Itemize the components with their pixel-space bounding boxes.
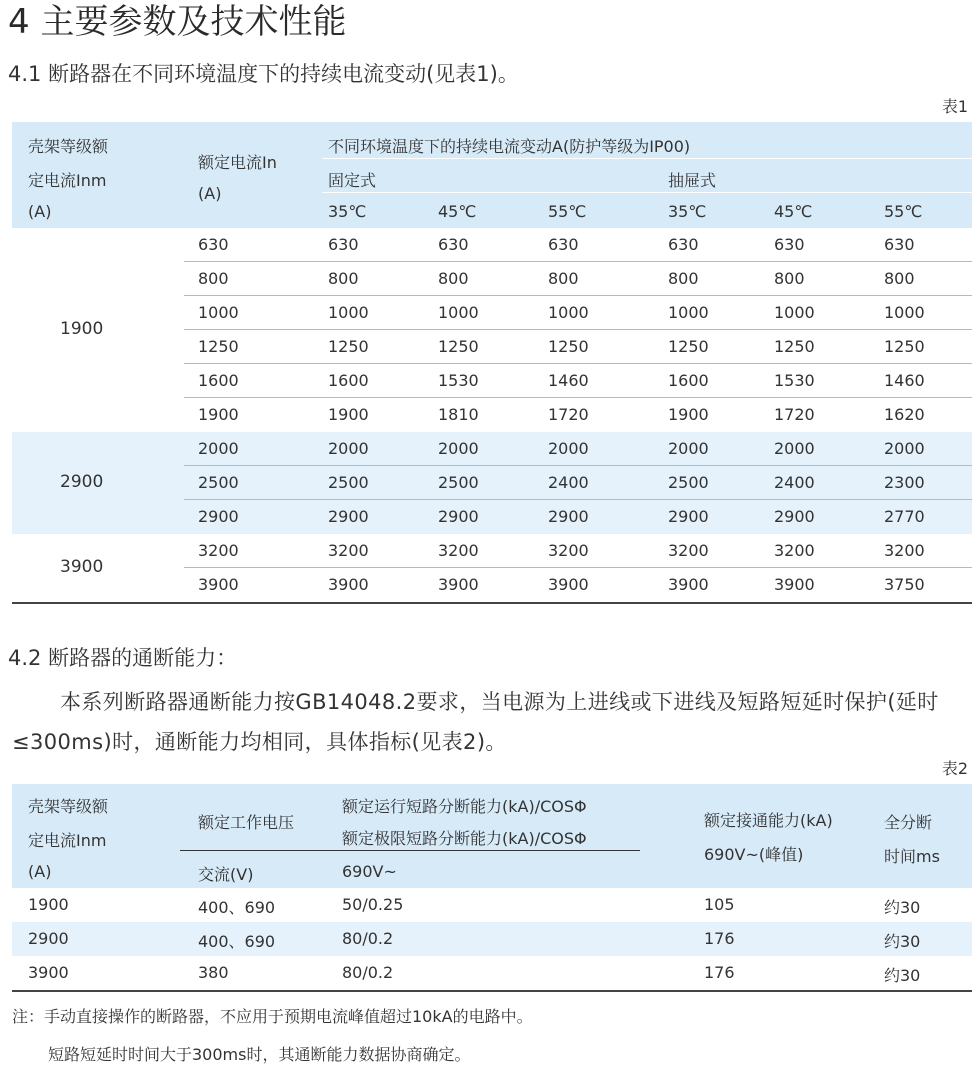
table-cell: 3750: [884, 575, 925, 594]
table-cell: 2770: [884, 507, 925, 526]
section-4-1-title: 4.1 断路器在不同环境温度下的持续电流变动(见表1)。: [8, 62, 519, 86]
table-cell: 1250: [328, 337, 369, 356]
table-cell: 1600: [328, 371, 369, 390]
header-icm-line2: 690V~(峰值): [704, 845, 804, 864]
table-1-body: [12, 228, 972, 602]
table-cell: 1250: [668, 337, 709, 356]
header-frame-line3: (A): [28, 202, 52, 221]
table-cell: 1000: [198, 303, 239, 322]
table-cell: 3200: [774, 541, 815, 560]
frame-group-label: 1900: [60, 319, 104, 339]
table-2-bottom-rule: [12, 990, 972, 992]
table-cell: 630: [774, 235, 805, 254]
table-cell: 1600: [668, 371, 709, 390]
header-frame-line1: 壳架等级额: [28, 797, 109, 816]
table-cell: 2000: [198, 439, 239, 458]
note-line-1: 注：手动直接操作的断路器，不应用于预期电流峰值超过10kA的电路中。: [12, 1007, 533, 1026]
table-cell: 1460: [884, 371, 925, 390]
header-ac: 交流(V): [198, 865, 254, 884]
table-cell: 1810: [438, 405, 479, 424]
header-rated-line1: 额定电流In: [198, 153, 277, 172]
table-cell: 1530: [774, 371, 815, 390]
table-row: [12, 330, 972, 364]
table-cell: 800: [328, 269, 359, 288]
table-cell: 3200: [438, 541, 479, 560]
table-row: [12, 568, 972, 602]
table-cell: 2000: [668, 439, 709, 458]
table-1-label: 表1: [941, 97, 968, 116]
table-2-body: [12, 888, 972, 990]
section-4-2-paragraph: 本系列断路器通断能力按GB14048.2要求，当电源为上进线或下进线及短路短延时保护(延时≤300ms)时，通断能力均相同，具体指标(见表2)。: [12, 690, 939, 754]
table-cell: 1900: [28, 895, 69, 914]
table-cell: 1000: [328, 303, 369, 322]
table-2-label: 表2: [941, 759, 968, 778]
header-frame-line3: (A): [28, 862, 52, 881]
table-cell: 3200: [668, 541, 709, 560]
table-cell: 176: [704, 963, 735, 982]
table-cell: 3200: [198, 541, 239, 560]
table-cell: 630: [438, 235, 469, 254]
header-voltage: 额定工作电压: [198, 813, 295, 832]
header-frame-line1: 壳架等级额: [28, 137, 109, 156]
table-cell: 630: [548, 235, 579, 254]
header-temp: 55℃: [884, 202, 923, 221]
table-cell: 2400: [548, 473, 589, 492]
table-cell: 630: [884, 235, 915, 254]
table-cell: 2500: [198, 473, 239, 492]
table-cell: 1000: [668, 303, 709, 322]
table-cell: 2300: [884, 473, 925, 492]
table-cell: 约30: [884, 966, 921, 985]
table-cell: 1000: [884, 303, 925, 322]
table-cell: 1900: [668, 405, 709, 424]
header-ics: 额定运行短路分断能力(kA)/COSΦ: [342, 797, 587, 816]
table-cell: 2900: [438, 507, 479, 526]
table-cell: 2500: [668, 473, 709, 492]
table-cell: 380: [198, 963, 229, 982]
table-cell: 50/0.25: [342, 895, 404, 914]
table-row: [12, 262, 972, 296]
header-frame-line2: 定电流Inm: [28, 171, 107, 190]
table-2: [12, 784, 972, 992]
table-row: [12, 364, 972, 398]
header-rated-line2: (A): [198, 184, 222, 203]
table-cell: 1000: [774, 303, 815, 322]
table-cell: 2500: [328, 473, 369, 492]
table-cell: 800: [438, 269, 469, 288]
table-cell: 2000: [328, 439, 369, 458]
header-frame-line2: 定电流Inm: [28, 831, 107, 850]
header-drawout: 抽屉式: [668, 171, 717, 190]
header-icm-line1: 额定接通能力(kA): [704, 811, 833, 830]
table-cell: 2900: [548, 507, 589, 526]
table-cell: 1000: [438, 303, 479, 322]
table-cell: 2900: [28, 929, 69, 948]
table-cell: 3900: [328, 575, 369, 594]
table-cell: 1900: [328, 405, 369, 424]
table-cell: 1530: [438, 371, 479, 390]
table-1-bottom-rule: [12, 602, 972, 604]
table-cell: 1720: [774, 405, 815, 424]
table-row: [12, 466, 972, 500]
frame-group: [12, 534, 972, 602]
header-690v: 690V~: [342, 862, 397, 881]
table-cell: 1250: [198, 337, 239, 356]
table-1-header: [12, 122, 972, 228]
table-cell: 1000: [548, 303, 589, 322]
note-line-2: 短路短延时时间大于300ms时，其通断能力数据协商确定。: [48, 1045, 471, 1064]
table-cell: 800: [198, 269, 229, 288]
table-cell: 2900: [774, 507, 815, 526]
table-cell: 1250: [548, 337, 589, 356]
table-cell: 176: [704, 929, 735, 948]
table-cell: 3900: [438, 575, 479, 594]
table-cell: 3200: [548, 541, 589, 560]
table-cell: 1250: [774, 337, 815, 356]
table-cell: 800: [774, 269, 805, 288]
table-cell: 2400: [774, 473, 815, 492]
table-row: [12, 296, 972, 330]
table-cell: 400、690: [198, 898, 276, 917]
table-cell: 1620: [884, 405, 925, 424]
table-cell: 1720: [548, 405, 589, 424]
table-row: [12, 888, 972, 922]
table-row: [12, 398, 972, 432]
table-cell: 80/0.2: [342, 929, 394, 948]
frame-group-label: 2900: [60, 472, 104, 492]
table-cell: 2900: [668, 507, 709, 526]
table-cell: 400、690: [198, 932, 276, 951]
table-cell: 2500: [438, 473, 479, 492]
table-cell: 3200: [328, 541, 369, 560]
table-cell: 2900: [328, 507, 369, 526]
header-fixed: 固定式: [328, 171, 377, 190]
frame-group: [12, 432, 972, 534]
section-heading: 4 主要参数及技术性能: [8, 2, 347, 42]
table-row: [12, 922, 972, 956]
table-cell: 3900: [774, 575, 815, 594]
table-cell: 1460: [548, 371, 589, 390]
table-row: [12, 500, 972, 534]
table-row: [12, 228, 972, 262]
header-span-title: 不同环境温度下的持续电流变动A(防护等级为IP00): [328, 137, 691, 156]
table-cell: 1900: [198, 405, 239, 424]
table-cell: 800: [884, 269, 915, 288]
table-cell: 630: [328, 235, 359, 254]
table-cell: 3900: [668, 575, 709, 594]
table-cell: 1250: [438, 337, 479, 356]
table-cell: 80/0.2: [342, 963, 394, 982]
table-cell: 800: [548, 269, 579, 288]
table-cell: 2000: [438, 439, 479, 458]
table-cell: 3900: [548, 575, 589, 594]
table-cell: 2000: [774, 439, 815, 458]
header-time-line1: 全分断: [884, 813, 933, 832]
table-row: [12, 956, 972, 990]
table-cell: 1600: [198, 371, 239, 390]
table-cell: 800: [668, 269, 699, 288]
header-temp: 55℃: [548, 202, 587, 221]
frame-group: [12, 228, 972, 432]
table-cell: 2900: [198, 507, 239, 526]
header-temp: 45℃: [774, 202, 813, 221]
table-1: [12, 122, 972, 604]
table-2-header: [12, 784, 972, 888]
table-row: [12, 534, 972, 568]
header-temp: 35℃: [668, 202, 707, 221]
table-cell: 1250: [884, 337, 925, 356]
table-cell: 约30: [884, 932, 921, 951]
table-cell: 3900: [28, 963, 69, 982]
table-cell: 3200: [884, 541, 925, 560]
frame-group-label: 3900: [60, 557, 104, 577]
header-temp: 35℃: [328, 202, 367, 221]
table-cell: 2000: [548, 439, 589, 458]
header-temp: 45℃: [438, 202, 477, 221]
table-cell: 3900: [198, 575, 239, 594]
header-icu: 额定极限短路分断能力(kA)/COSΦ: [342, 829, 587, 848]
table-row: [12, 432, 972, 466]
table-cell: 630: [668, 235, 699, 254]
table-cell: 约30: [884, 898, 921, 917]
table-cell: 2000: [884, 439, 925, 458]
header-time-line2: 时间ms: [884, 847, 940, 866]
table-cell: 105: [704, 895, 735, 914]
section-4-2-title: 4.2 断路器的通断能力：: [8, 646, 238, 670]
table-cell: 630: [198, 235, 229, 254]
